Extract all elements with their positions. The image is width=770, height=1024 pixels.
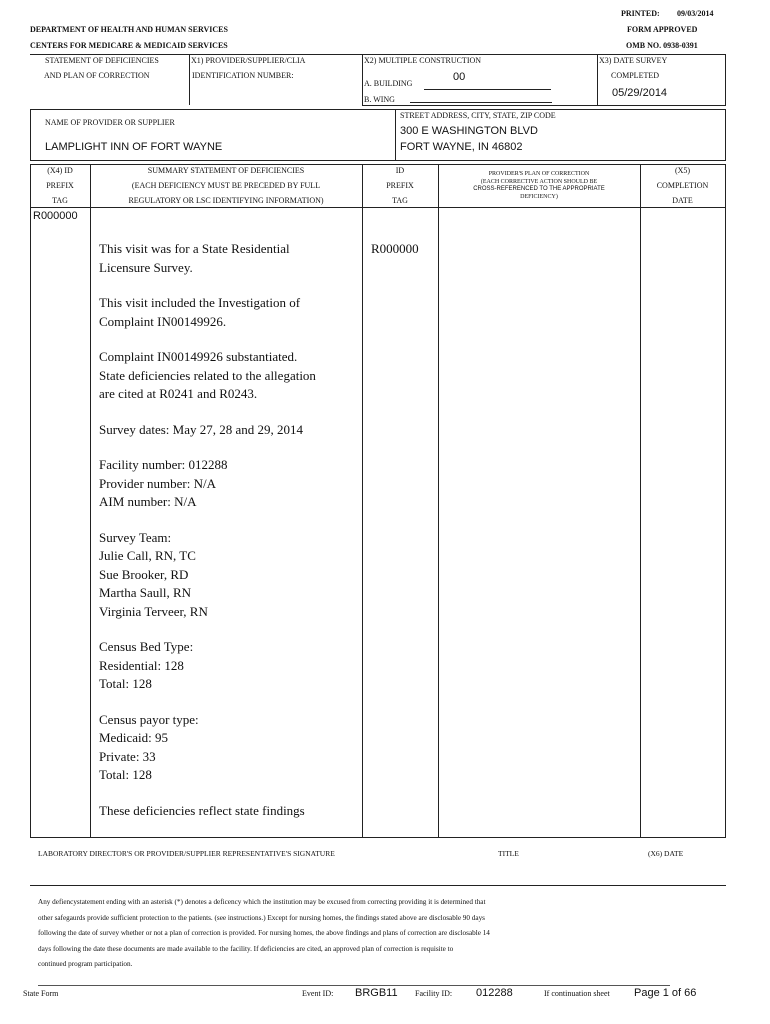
summary-line: State deficiencies related to the allegation <box>99 367 316 383</box>
state-form-label: State Form <box>23 989 59 998</box>
summary-line: Julie Call, RN, TC <box>99 548 196 563</box>
building-label: A. BUILDING <box>364 79 413 88</box>
summary-line: Survey Team: <box>99 529 172 545</box>
signature-bottom-line <box>30 885 726 886</box>
disclaimer-line: days following the date these documents are made available to the facility. If deficiencies are cited, an approved plan of correction is requisite to <box>38 944 454 953</box>
x5-header-3: DATE <box>672 196 693 205</box>
provider-id-label-1: X1) PROVIDER/SUPPLIER/CLIA <box>191 56 306 65</box>
divider <box>725 54 726 105</box>
building-underline <box>424 89 551 90</box>
prefix-tag-right: R000000 <box>371 241 419 256</box>
divider <box>90 164 91 838</box>
title-label: TITLE <box>498 849 519 858</box>
disclaimer-line: Any defiencystatement ending with an asterisk (*) denotes a deficency which the institution may be excused from correcting providing it is determined that <box>38 898 486 906</box>
divider <box>362 54 363 105</box>
x6-date-label: (X6) DATE <box>648 849 684 858</box>
building-value: 00 <box>453 71 466 83</box>
divider <box>725 109 726 161</box>
address-line1: 300 E WASHINGTON BLVD <box>400 125 538 137</box>
director-signature-label: LABORATORY DIRECTOR'S OR PROVIDER/SUPPLIER REPRESENTATIVE'S SIGNATURE <box>38 849 335 858</box>
printed-date: 09/03/2014 <box>677 9 714 18</box>
disclaimer-line: following the date of survey whether or not a plan of correction is provided. For nursing homes, the above findings and plans of correction are disclosable 14 <box>38 929 490 937</box>
event-id-value: BRGB11 <box>355 987 398 999</box>
summary-header-3: REGULATORY OR LSC IDENTIFYING INFORMATION) <box>128 196 324 205</box>
statement-label-2: AND PLAN OF CORRECTION <box>44 71 150 80</box>
table-top-line <box>30 164 726 165</box>
table-header-bottom-line <box>30 207 726 208</box>
summary-paragraph <box>99 421 359 440</box>
address-label: STREET ADDRESS, CITY, STATE, ZIP CODE <box>400 111 556 120</box>
summary-line: Total: 128 <box>99 676 152 691</box>
x5-header-1: (X5) <box>674 166 691 175</box>
omb-number: OMB NO. 0938-0391 <box>626 41 698 50</box>
summary-line: are cited at R0241 and R0243. <box>99 386 258 401</box>
divider <box>725 164 726 838</box>
divider <box>362 164 363 838</box>
disclaimer-line: other safegaurds provide sufficient protection to the patients. (see instructions.) Except for nursing homes, the findings stated above are disclosable 90 days <box>38 913 485 922</box>
summary-line: These deficiencies reflect state findings <box>99 802 305 818</box>
box1-bottom-line <box>362 105 726 106</box>
table-bottom-line <box>30 837 726 838</box>
wing-label: B. WING <box>364 95 395 104</box>
form-approved: FORM APPROVED <box>627 25 698 34</box>
plan-header-2: (EACH CORRECTIVE ACTION SHOULD BE <box>480 179 598 185</box>
plan-header-1: PROVIDER'S PLAN OF CORRECTION <box>488 171 590 177</box>
box2-top-line <box>30 109 726 110</box>
disclaimer-line: continued program participation. <box>38 960 133 968</box>
summary-line: This visit included the Investigation of <box>99 295 301 310</box>
summary-paragraph <box>99 529 359 622</box>
summary-line: Census payor type: <box>99 711 199 727</box>
x4-header-3: TAG <box>52 196 68 205</box>
statement-label-1: STATEMENT OF DEFICIENCIES <box>45 56 159 65</box>
summary-line: Complaint IN00149926. <box>99 313 227 329</box>
divider <box>30 109 31 161</box>
x5-header-2: COMPLETION <box>656 181 709 190</box>
disclaimer-text <box>38 895 718 973</box>
page-number: Page 1 of 66 <box>634 987 697 999</box>
divider <box>395 109 396 161</box>
summary-paragraph <box>99 348 359 404</box>
summary-header-1: SUMMARY STATEMENT OF DEFICIENCIES <box>147 166 305 175</box>
summary-paragraph <box>99 294 359 331</box>
provider-name-label: NAME OF PROVIDER OR SUPPLIER <box>45 118 175 127</box>
provider-id-label-2: IDENTIFICATION NUMBER: <box>192 71 294 80</box>
event-id-label: Event ID: <box>302 989 334 998</box>
summary-line: Private: 33 <box>99 748 156 764</box>
wing-underline <box>410 102 552 103</box>
prefix-tag-left: R000000 <box>33 210 78 222</box>
provider-name-value: LAMPLIGHT INN OF FORT WAYNE <box>45 141 223 153</box>
date-survey-value: 05/29/2014 <box>612 87 668 99</box>
footer-rule <box>38 985 670 986</box>
summary-line: Medicaid: 95 <box>99 730 168 745</box>
summary-line: Total: 128 <box>99 767 152 782</box>
x4-header-2: PREFIX <box>46 181 74 190</box>
box2-bottom-line <box>30 160 726 161</box>
summary-paragraph <box>99 240 359 277</box>
x4-header-1: (X4) ID <box>47 166 73 175</box>
facility-id-value: 012288 <box>476 987 513 999</box>
summary-line: Survey dates: May 27, 28 and 29, 2014 <box>99 421 304 437</box>
divider <box>597 54 598 105</box>
summary-line: Sue Brooker, RD <box>99 566 189 582</box>
summary-line: This visit was for a State Residential <box>99 241 290 256</box>
id-header-1: ID <box>395 166 405 175</box>
id-header-3: TAG <box>392 196 408 205</box>
summary-paragraph <box>99 711 359 785</box>
date-survey-label-1: X3) DATE SURVEY <box>599 56 668 65</box>
divider <box>189 54 190 105</box>
continuation-label: If continuation sheet <box>544 989 610 998</box>
summary-line: Complaint IN00149926 substantiated. <box>99 349 298 364</box>
summary-line: Census Bed Type: <box>99 639 194 654</box>
summary-line: AIM number: N/A <box>99 494 197 509</box>
multiple-construction-label: X2) MULTIPLE CONSTRUCTION <box>364 56 482 65</box>
summary-line: Licensure Survey. <box>99 259 193 275</box>
summary-paragraph <box>99 802 359 821</box>
printed-label: PRINTED: <box>621 9 660 18</box>
centers-title: CENTERS FOR MEDICARE & MEDICAID SERVICES <box>30 41 228 50</box>
date-survey-label-2: COMPLETED <box>611 71 659 80</box>
plan-header-3: CROSS-REFERENCED TO THE APPROPRIATE <box>473 186 605 192</box>
divider <box>30 164 31 838</box>
id-header-2: PREFIX <box>386 181 414 190</box>
plan-header-4: DEFICIENCY) <box>520 194 558 200</box>
summary-line: Virginia Terveer, RN <box>99 603 208 619</box>
facility-id-label: Facility ID: <box>415 989 453 998</box>
summary-header-2: (EACH DEFICIENCY MUST BE PRECEDED BY FULL <box>131 181 321 190</box>
divider <box>640 164 641 838</box>
divider <box>438 164 439 838</box>
summary-line: Facility number: 012288 <box>99 457 228 472</box>
address-line2: FORT WAYNE, IN 46802 <box>400 141 523 153</box>
summary-line: Residential: 128 <box>99 657 184 673</box>
summary-paragraph <box>99 638 359 694</box>
summary-statement <box>99 240 359 837</box>
department-title: DEPARTMENT OF HEALTH AND HUMAN SERVICES <box>30 25 228 34</box>
summary-paragraph <box>99 456 359 512</box>
summary-line: Provider number: N/A <box>99 475 216 491</box>
box1-top-line <box>30 54 726 55</box>
summary-line: Martha Saull, RN <box>99 585 192 600</box>
